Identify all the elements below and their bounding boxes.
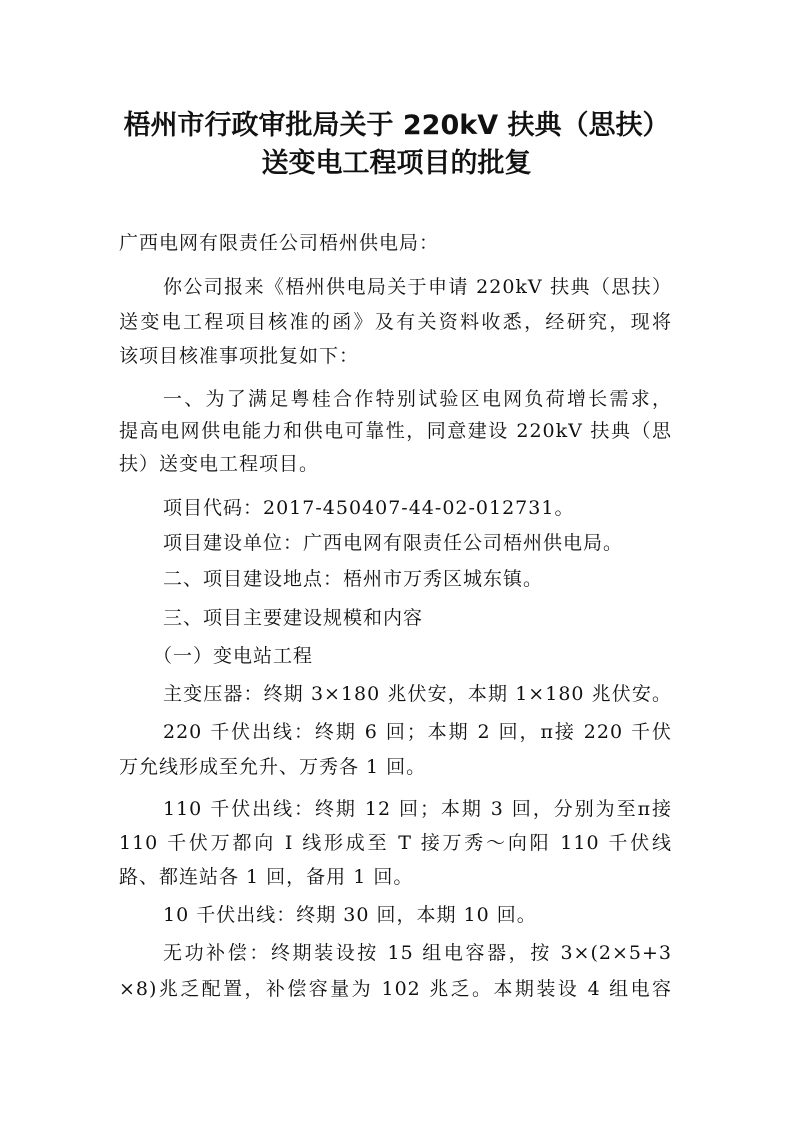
paragraph-line: 提高电网供电能力和供电可靠性，同意建设 220kV 扶典（思 [119, 420, 672, 442]
paragraph-line: 10 千伏出线：终期 30 回，本期 10 回。 [163, 904, 537, 926]
paragraph-line: 扶）送变电工程项目。 [119, 453, 320, 475]
project-code: 项目代码：2017-450407-44-02-012731。 [163, 497, 575, 519]
project-location: 二、项目建设地点：梧州市万秀区城东镇。 [163, 568, 544, 590]
salutation: 广西电网有限责任公司梧州供电局： [119, 232, 440, 254]
project-unit: 项目建设单位：广西电网有限责任公司梧州供电局。 [163, 532, 624, 554]
document-title-line-1: 梧州市行政审批局关于 220kV 扶典（思扶） [123, 110, 670, 141]
paragraph-line: 万允线形成至允升、万秀各 1 回。 [119, 756, 427, 778]
paragraph-line: ×8)兆乏配置，补偿容量为 102 兆乏。本期装设 4 组电容 [119, 978, 672, 1000]
paragraph-line: 送变电工程项目核准的函》及有关资料收悉，经研究，现将 [119, 311, 672, 333]
paragraph-line: 220 千伏出线：终期 6 回；本期 2 回，π接 220 千伏 [163, 721, 672, 743]
paragraph-line: 主变压器：终期 3×180 兆伏安，本期 1×180 兆伏安。 [163, 683, 672, 705]
paragraph-line: 路、都连站各 1 回，备用 1 回。 [119, 866, 414, 888]
paragraph-line: 无功补偿：终期装设按 15 组电容器，按 3×(2×5+3 [163, 942, 672, 964]
paragraph-line: 110 千伏万都向 I 线形成至 T 接万秀～向阳 110 千伏线 [119, 832, 672, 854]
paragraph-line: 110 千伏出线：终期 12 回；本期 3 回，分别为至π接 [163, 798, 672, 820]
section-heading: 三、项目主要建设规模和内容 [163, 607, 424, 629]
paragraph-line: 一、为了满足粤桂合作特别试验区电网负荷增长需求， [163, 388, 672, 410]
paragraph-line: 你公司报来《梧州供电局关于申请 220kV 扶典（思扶） [163, 276, 672, 298]
paragraph-line: 该项目核准事项批复如下： [119, 345, 360, 367]
subsection-heading: （一）变电站工程 [153, 645, 314, 667]
document-title-line-2: 送变电工程项目的批复 [261, 148, 532, 179]
